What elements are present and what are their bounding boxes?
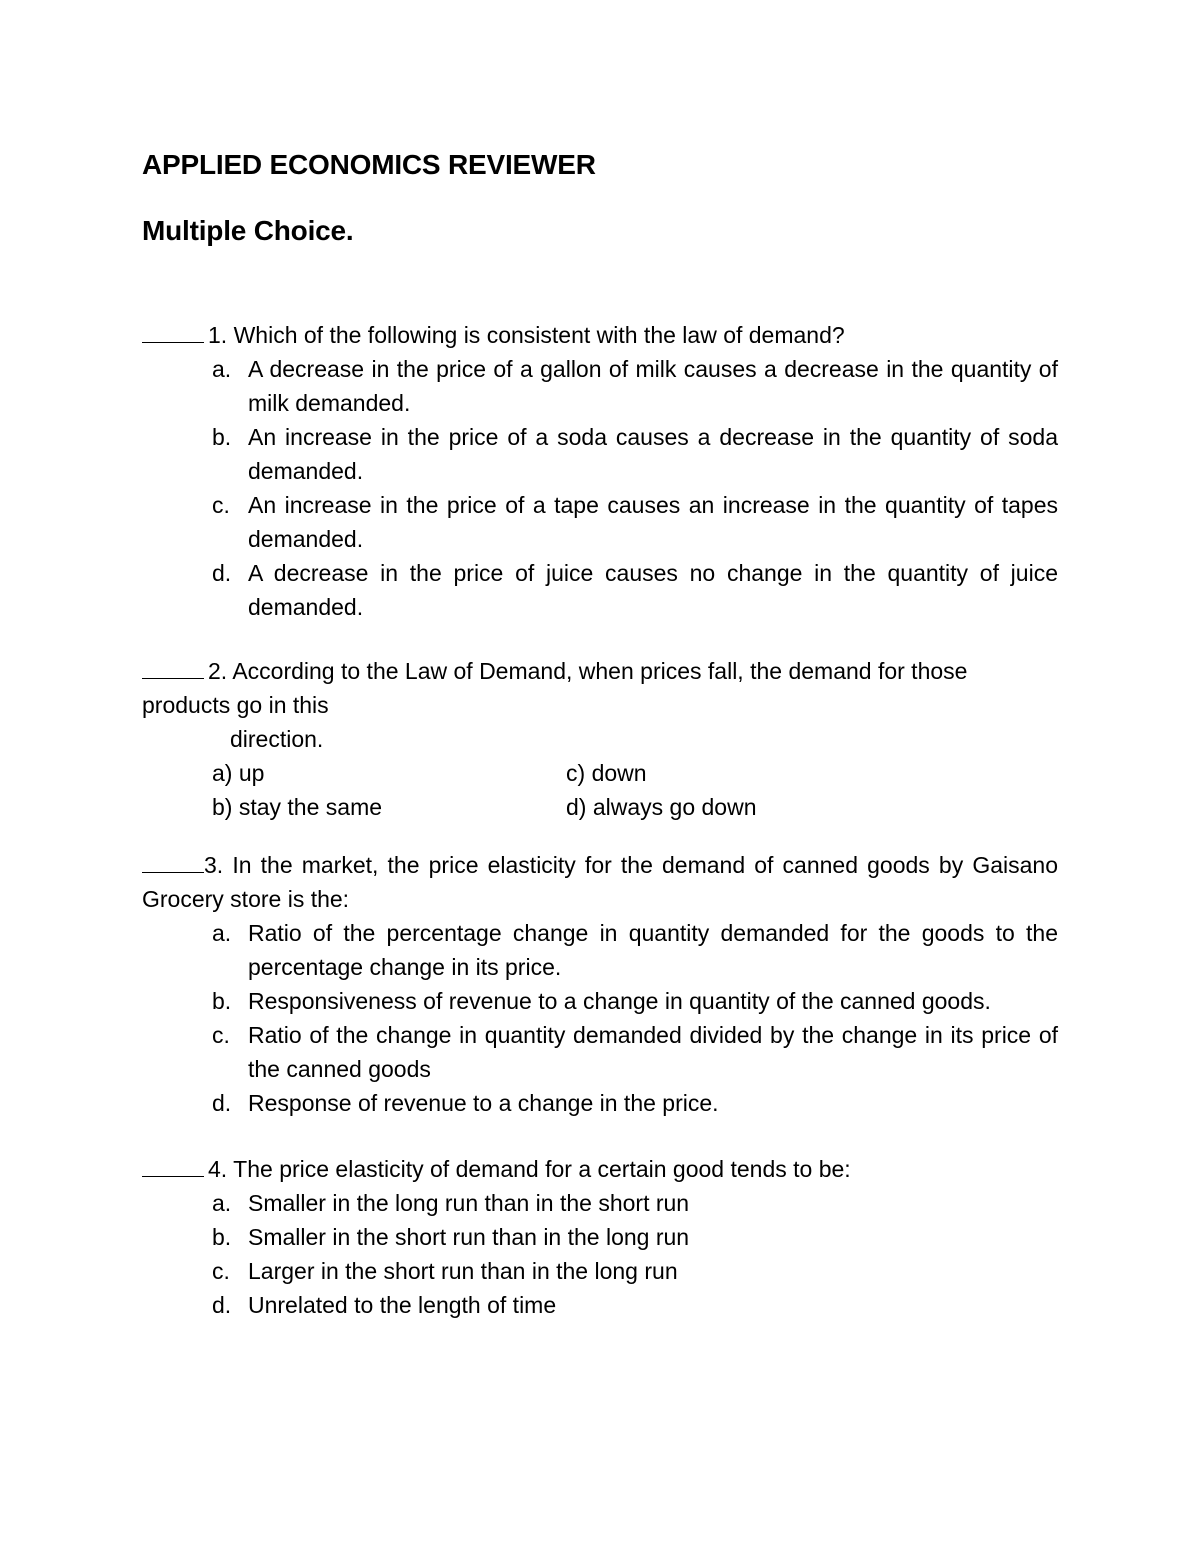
option-b: [142, 984, 1058, 1018]
option-d: [142, 1288, 1058, 1322]
option-letter: c.: [212, 1022, 230, 1048]
answer-blank[interactable]: [142, 1152, 204, 1177]
option-letter: d): [566, 794, 587, 820]
question-text: According to the Law of Demand, when prices fall, the demand for those products go in this: [142, 658, 968, 718]
question-number: 4.: [208, 1156, 228, 1182]
option-letter: c.: [212, 1258, 230, 1284]
question-stem: [142, 654, 1058, 722]
section-heading: Multiple Choice.: [142, 215, 354, 246]
option-text: Ratio of the percentage change in quantity demanded for the goods to the percentage change in its price.: [248, 920, 1058, 980]
question-1: [142, 318, 1058, 624]
option-letter: a): [212, 760, 233, 786]
option-c: [142, 1254, 1058, 1288]
option-text: A decrease in the price of a gallon of milk causes a decrease in the quantity of milk demanded.: [248, 356, 1058, 416]
option-letter: a.: [212, 1190, 232, 1216]
option-text: always go down: [592, 794, 757, 820]
option-text: Response of revenue to a change in the price.: [248, 1090, 719, 1116]
option-text: up: [238, 760, 265, 786]
option-text: Smaller in the long run than in the short run: [248, 1190, 690, 1216]
option-d: [142, 1086, 1058, 1120]
option-d: [142, 556, 1058, 624]
question-stem: [142, 318, 1058, 352]
option-b: [212, 790, 566, 824]
option-letter: d.: [212, 1292, 232, 1318]
question-number: 1.: [208, 322, 228, 348]
option-text: A decrease in the price of juice causes no change in the quantity of juice demanded.: [248, 560, 1058, 620]
question-3: [142, 848, 1058, 1120]
option-b: [142, 1220, 1058, 1254]
option-text: stay the same: [238, 794, 383, 820]
option-d: [566, 790, 866, 824]
option-c: [566, 756, 866, 790]
option-list: [142, 1186, 1058, 1322]
option-a: [212, 756, 566, 790]
question-text-continued: direction.: [230, 726, 324, 752]
question-text: Which of the following is consistent with the law of demand?: [233, 322, 845, 348]
option-b: [142, 420, 1058, 488]
option-letter: a.: [212, 920, 232, 946]
answer-blank[interactable]: [142, 318, 204, 343]
option-text: Unrelated to the length of time: [248, 1292, 557, 1318]
option-letter: c.: [212, 492, 230, 518]
option-text: Smaller in the short run than in the long run: [248, 1224, 690, 1250]
document-title: APPLIED ECONOMICS REVIEWER: [142, 149, 596, 180]
option-c: [142, 488, 1058, 556]
option-c: [142, 1018, 1058, 1086]
answer-blank[interactable]: [142, 848, 204, 873]
option-a: [142, 352, 1058, 420]
option-grid: [142, 756, 1058, 824]
answer-blank[interactable]: [142, 654, 204, 679]
question-number: 3.: [204, 852, 224, 878]
option-a: [142, 1186, 1058, 1220]
option-text: An increase in the price of a tape causes an increase in the quantity of tapes demanded.: [248, 492, 1058, 552]
option-text: An increase in the price of a soda causes a decrease in the quantity of soda demanded.: [248, 424, 1058, 484]
option-letter: b): [212, 794, 233, 820]
question-text: In the market, the price elasticity for the demand of canned goods by Gaisano Grocery store is the:: [142, 852, 1059, 912]
option-letter: a.: [212, 356, 232, 382]
option-letter: c): [566, 760, 586, 786]
question-text: The price elasticity of demand for a certain good tends to be:: [233, 1156, 851, 1182]
option-letter: b.: [212, 1224, 232, 1250]
option-text: down: [591, 760, 647, 786]
option-a: [142, 916, 1058, 984]
question-4: [142, 1152, 1058, 1322]
option-text: Ratio of the change in quantity demanded divided by the change in its price of the canned goods: [248, 1022, 1058, 1082]
option-text: Responsiveness of revenue to a change in quantity of the canned goods.: [248, 988, 991, 1014]
option-letter: b.: [212, 988, 232, 1014]
question-stem: [142, 848, 1058, 916]
option-letter: d.: [212, 1090, 232, 1116]
option-list: [142, 916, 1058, 1120]
option-letter: d.: [212, 560, 232, 586]
option-text: Larger in the short run than in the long run: [248, 1258, 678, 1284]
question-2: [142, 654, 1058, 824]
question-stem: [142, 1152, 1058, 1186]
option-letter: b.: [212, 424, 232, 450]
document-page: [142, 140, 1058, 1520]
question-number: 2.: [208, 658, 228, 684]
option-list: [142, 352, 1058, 624]
